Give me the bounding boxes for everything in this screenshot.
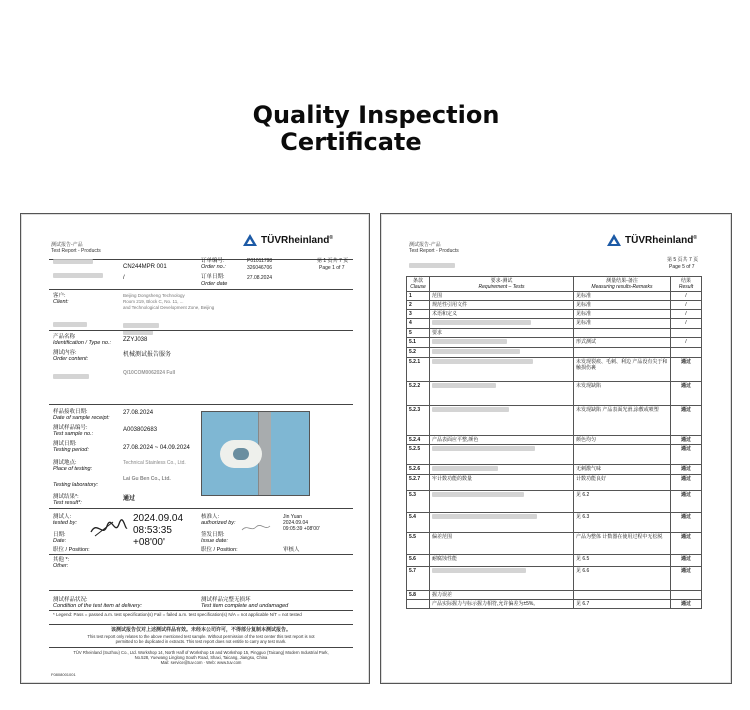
footer-notice-en-1: This test report only relates to the above mentioned test sample. Without permission of the test center this test report is not: [87, 634, 315, 639]
tested-label-cn: 测试人:: [53, 514, 72, 520]
date-label-en: Date:: [53, 538, 67, 544]
cell-req: [430, 491, 574, 513]
cell-meas: 见标准: [574, 292, 671, 301]
period-value: 27.08.2024 ~ 04.09.2024: [123, 445, 190, 451]
other-label-en: Other:: [53, 563, 69, 569]
basis-value: Q/10COM0062024 Full: [123, 370, 176, 376]
condition-value-cn: 测试样品完整无损坏: [201, 597, 251, 603]
date-label-cn: 日期:: [53, 532, 66, 538]
cell-meas: 见 6.6: [574, 567, 671, 591]
cell-meas: 产品为整体 计数器在使用过程中无松脱: [574, 533, 671, 555]
auth-name: Jin Yuan: [283, 514, 303, 520]
tuv-triangle-icon: [243, 234, 257, 246]
address-line-1: TÜV Rheinland (Suzhou) Co., Ltd. Workshop 14, North Half of Workshop 16 and Workshop 15, Pingguo (Taicang) Modern Industrial Park,: [73, 650, 329, 655]
order-no-value: P01011798: [247, 258, 273, 264]
cell-result: 通过: [671, 358, 702, 382]
address-line-2: No.528, Yuewang Linglong South Road, Shaxi, Taicang, Jiangsu, China: [134, 655, 268, 660]
cell-meas: 见 6.7: [574, 600, 671, 609]
tuv-brand-text: TÜVRheinland: [625, 234, 694, 246]
cell-meas: 见标准: [574, 319, 671, 329]
table-row: [407, 555, 702, 567]
auth-date: 2024.09.04: [283, 520, 309, 526]
report-header-en: Test Report - Products: [51, 248, 101, 254]
address-line-3: Mail: service@tuv.com · Web: www.tuv.com: [160, 660, 242, 665]
col-result-cn: 结果: [680, 278, 691, 284]
sample-no-label-cn: 测试样品编号:: [53, 425, 88, 431]
lab-value: Lai Gu Ben Co., Ltd.: [123, 476, 171, 482]
cell-clause: [407, 600, 430, 609]
cell-meas: 颜色均匀: [574, 436, 671, 445]
cell-clause: 5.3: [407, 491, 430, 513]
col-req-cn: 要求-测试: [490, 278, 513, 284]
cell-req: 偏差范围: [430, 533, 574, 555]
cell-req: 要求: [430, 329, 574, 338]
cell-result: [671, 329, 702, 338]
table-row: [407, 292, 702, 301]
page-number-cn: 第 5 页共 7 页: [667, 257, 699, 263]
col-clause-en: Clause: [410, 284, 426, 290]
cell-req: [430, 513, 574, 533]
table-header-row: [407, 277, 702, 292]
table-row: [407, 465, 702, 475]
cell-meas: 形式测试: [574, 338, 671, 348]
order-date-label-en: Order date: [201, 281, 228, 287]
period-label-cn: 测试日期:: [53, 441, 77, 447]
order-no-label-en: Order no.:: [201, 264, 226, 270]
cell-meas: [574, 445, 671, 465]
reviewer-title: 审核人: [283, 547, 300, 553]
cell-result: 通过: [671, 600, 702, 609]
lab-label-en: Testing laboratory:: [53, 482, 99, 488]
client-label-en: Client:: [53, 299, 69, 305]
cell-meas: [574, 348, 671, 358]
cell-meas: [574, 591, 671, 600]
table-row: [407, 406, 702, 436]
report-header-cn: 测试报告-产品: [409, 242, 441, 248]
col-clause-cn: 条款: [412, 278, 423, 284]
cell-req: 耐腐蚀性能: [430, 555, 574, 567]
title-line-2: Certificate: [280, 128, 422, 156]
cell-result: 通过: [671, 445, 702, 465]
cell-meas: 见 6.3: [574, 513, 671, 533]
cell-clause: 5.2.2: [407, 382, 430, 406]
cell-result: 通过: [671, 513, 702, 533]
page-number-en: Page 1 of 7: [319, 265, 345, 271]
page-number-en: Page 5 of 7: [669, 264, 695, 270]
authorizer-signature: [241, 520, 271, 538]
col-meas-en: Measuring results-Remarks: [591, 284, 653, 290]
receipt-value: 27.08.2024: [123, 410, 154, 416]
content-label-cn: 测试内容:: [53, 350, 77, 356]
requirements-table: [406, 276, 702, 609]
table-row: [407, 329, 702, 338]
client-line-2: Room 219, Block C, No. 11, ...: [123, 299, 184, 304]
cell-clause: 5.2.7: [407, 475, 430, 491]
place-value: Technical Stainless Co., Ltd.: [123, 460, 186, 466]
cell-result: 通过: [671, 491, 702, 513]
condition-label-cn: 测试样品状况:: [53, 597, 88, 603]
cell-meas: 未发现裂痕、毛刺、利边 产品没有尖于和触损伤裹: [574, 358, 671, 382]
cell-result: /: [671, 319, 702, 329]
sample-no-label-en: Test sample no.:: [53, 431, 94, 437]
cell-req: [430, 319, 574, 329]
content-label-en: Order content:: [53, 356, 89, 362]
cell-clause: 5.2: [407, 348, 430, 358]
table-row: [407, 338, 702, 348]
product-label-en: Identification / Type no.:: [53, 340, 111, 346]
order-date-value: 27.08.2024: [247, 275, 273, 281]
cell-req: [430, 445, 574, 465]
test-report-page-1: [20, 213, 370, 684]
place-label-en: Place of testing:: [53, 466, 93, 472]
footer-notice-en-2: permitted to be duplicated in extracts. This test report does not entitle to carry any test mark.: [115, 639, 287, 644]
tuv-brand-text: TÜVRheinland: [261, 234, 330, 246]
cell-meas: 见标准: [574, 310, 671, 319]
cell-clause: 5.4: [407, 513, 430, 533]
cell-result: /: [671, 310, 702, 319]
content-value: 机械测试报告服务: [123, 352, 172, 358]
client-line-1: Beijing Dongsheng Technology: [123, 293, 185, 298]
cell-result: /: [671, 292, 702, 301]
cell-result: 通过: [671, 567, 702, 591]
tested-label-en: tested by:: [53, 520, 77, 526]
cell-clause: 5.2.6: [407, 465, 430, 475]
col-result-en: Result: [678, 284, 694, 290]
cell-req: [430, 465, 574, 475]
cell-meas: 未发现缺陷: [574, 382, 671, 406]
result-value: 通过: [123, 496, 136, 502]
tested-timezone: +08'00': [133, 537, 165, 548]
order-date-label-cn: 订单日期:: [201, 274, 225, 280]
test-report-page-5: [380, 213, 732, 684]
tester-signature: [89, 518, 129, 544]
table-row: [407, 600, 702, 609]
cell-clause: 5: [407, 329, 430, 338]
issue-label-cn: 签发日期:: [201, 532, 225, 538]
cell-clause: 5.2.4: [407, 436, 430, 445]
cell-meas: 见 6.5: [574, 555, 671, 567]
cell-req: [430, 358, 574, 382]
table-row: [407, 533, 702, 555]
tested-date: 2024.09.04: [133, 513, 184, 524]
cell-result: 通过: [671, 465, 702, 475]
client-line-3: and Technological Development Zone, Beijing: [123, 305, 215, 310]
table-row: [407, 591, 702, 600]
cell-clause: 1: [407, 292, 430, 301]
auth-label-cn: 核准人:: [201, 514, 220, 520]
cell-result: 通过: [671, 533, 702, 555]
form-code: F0808001001: [51, 672, 76, 677]
result-label-en: Test result*:: [53, 500, 82, 506]
cell-result: 通过: [671, 406, 702, 436]
cell-meas: 见标准: [574, 301, 671, 310]
receipt-label-en: Date of sample receipt:: [53, 415, 110, 421]
report-no-value: CN244MPR 001: [123, 264, 167, 270]
cell-result: 通过: [671, 436, 702, 445]
certificate-title: [0, 102, 750, 156]
cell-clause: 5.2.3: [407, 406, 430, 436]
period-label-en: Testing period:: [53, 447, 89, 453]
cell-result: 通过: [671, 555, 702, 567]
cell-result: /: [671, 301, 702, 310]
cell-result: [671, 591, 702, 600]
receipt-label-cn: 样品接收日期:: [53, 409, 88, 415]
issue-label-en: Issue date:: [201, 538, 228, 544]
cell-clause: 3: [407, 310, 430, 319]
tuv-logo: TÜVRheinland®: [607, 234, 697, 246]
report-header-cn: 测试报告-产品: [51, 242, 83, 248]
title-line-1: Quality Inspection: [252, 101, 500, 129]
cell-req: [430, 567, 574, 591]
cell-req: [430, 338, 574, 348]
cell-result: [671, 348, 702, 358]
cell-req: 产品表面应平整,颜色: [430, 436, 574, 445]
cell-req: 握力误差: [430, 591, 574, 600]
table-row: [407, 319, 702, 329]
page-number-cn: 第 1 页共 7 页: [317, 258, 349, 264]
auth-label-en: authorized by:: [201, 520, 236, 526]
cell-clause: 5.2.5: [407, 445, 430, 465]
place-label-cn: 测试地点:: [53, 460, 77, 466]
table-row: [407, 475, 702, 491]
result-label-cn: 测试结果*:: [53, 494, 79, 500]
table-row: [407, 567, 702, 591]
cell-clause: 5.6: [407, 555, 430, 567]
position-label-right: 职位 / Position:: [201, 547, 238, 553]
cell-result: /: [671, 338, 702, 348]
cell-meas: 见 6.2: [574, 491, 671, 513]
legend-text: * Legend: Pass = passed a.m. test specification(s) Fail = failed a.m. test specification(s) N/A = not applicable N/T = not tested: [53, 612, 302, 617]
report-header-en: Test Report - Products: [409, 248, 459, 254]
product-value: ZZYJ038: [123, 337, 148, 343]
cell-meas: [574, 329, 671, 338]
cell-meas: 计数功能良好: [574, 475, 671, 491]
table-row: [407, 358, 702, 382]
cell-req: 规范性引用文件: [430, 301, 574, 310]
cell-req: 术语和定义: [430, 310, 574, 319]
sample-photo: [201, 411, 310, 496]
sample-no-value: A003802683: [123, 427, 158, 433]
grip-ring-image: [220, 440, 262, 468]
cell-req: [430, 406, 574, 436]
cell-result: 通过: [671, 382, 702, 406]
cell-clause: 5.5: [407, 533, 430, 555]
cell-req: 牢计数功能的数量: [430, 475, 574, 491]
cell-req: 产品实际握力与标示握力相符,允许偏差为±5%。: [430, 600, 574, 609]
tuv-logo: TÜVRheinland®: [243, 234, 333, 246]
cell-clause: 5.7: [407, 567, 430, 591]
footer-notice-cn: 该测试报告仅对上述测试样品有效。未经本公司许可，不得部分复制本测试报告。: [110, 627, 291, 633]
tuv-triangle-icon: [607, 234, 621, 246]
order-no-label-cn: 订单编号:: [201, 258, 225, 264]
client-label-cn: 客户:: [53, 293, 66, 299]
cell-clause: 2: [407, 301, 430, 310]
client-ref-value: /: [123, 275, 125, 281]
cell-clause: 4: [407, 319, 430, 329]
cell-req: 范围: [430, 292, 574, 301]
cell-req: [430, 348, 574, 358]
cell-clause: 5.1: [407, 338, 430, 348]
condition-value-en: Test item complete and undamaged: [201, 603, 289, 609]
position-label-left: 职位 / Position:: [53, 547, 90, 553]
tested-time: 08:53:35: [133, 525, 172, 536]
table-row: [407, 445, 702, 465]
product-label-cn: 产品名称: [53, 334, 76, 340]
cell-clause: 5.8: [407, 591, 430, 600]
order-no-value-2: 326046706: [247, 265, 273, 271]
cell-req: [430, 382, 574, 406]
cell-result: 通过: [671, 475, 702, 491]
col-req-en: Requirement – Tests: [478, 284, 525, 290]
cell-meas: 无刺激气味: [574, 465, 671, 475]
table-row: [407, 301, 702, 310]
cell-clause: 5.2.1: [407, 358, 430, 382]
table-row: [407, 513, 702, 533]
table-row: [407, 382, 702, 406]
auth-time: 09:05:39 +08'00': [283, 526, 320, 532]
other-label-cn: 其他 *:: [53, 557, 70, 563]
table-row: [407, 491, 702, 513]
cell-meas: 未发现缺陷 产品表面光滑,涂敷或喷塑: [574, 406, 671, 436]
table-row: [407, 310, 702, 319]
condition-label-en: Condition of the test item at delivery:: [53, 603, 142, 609]
table-row: [407, 436, 702, 445]
table-row: [407, 348, 702, 358]
col-meas-cn: 测量结果-备注: [606, 278, 638, 284]
